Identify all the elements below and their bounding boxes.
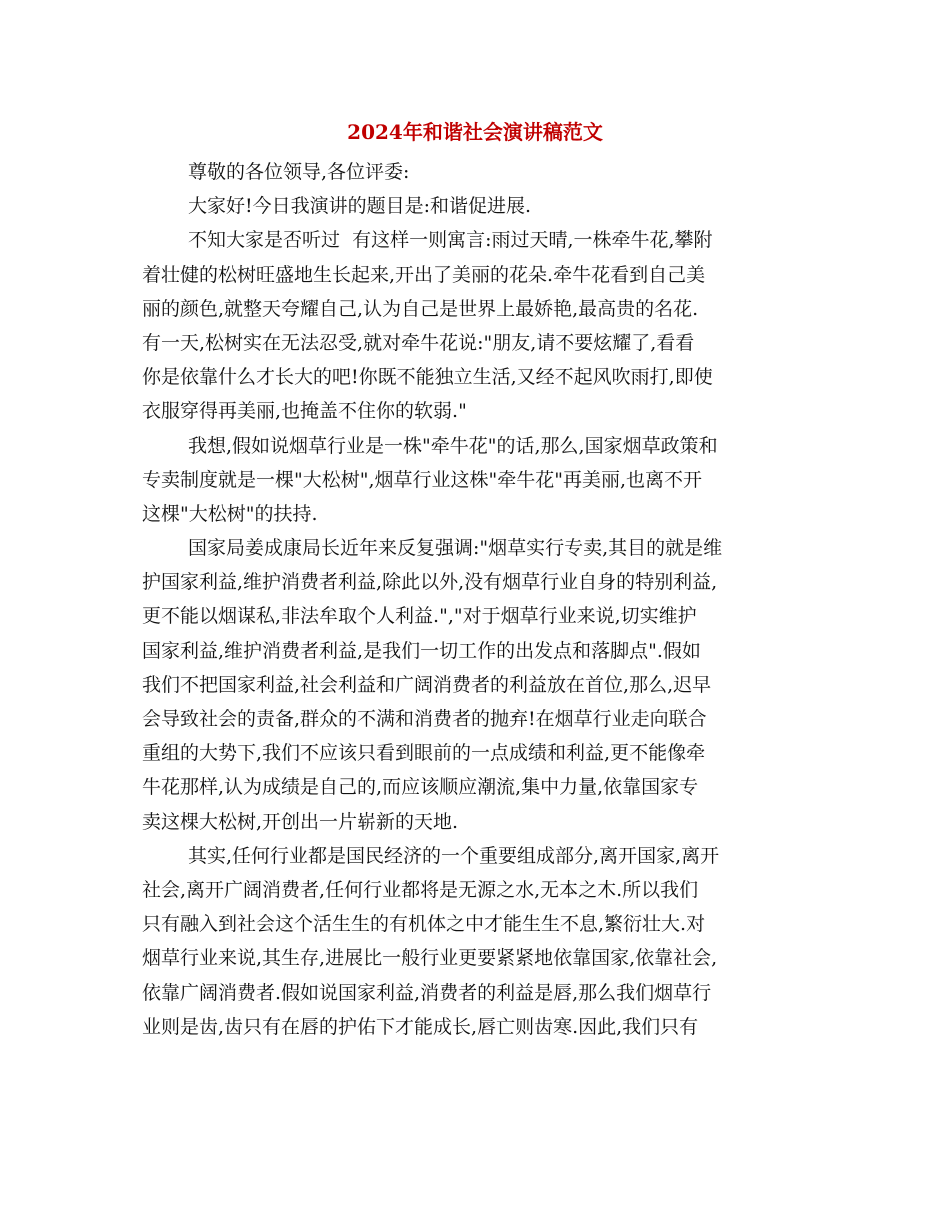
text-line: 业则是齿,齿只有在唇的护佑下才能成长,唇亡则齿寒.因此,我们只有 [142, 1015, 699, 1038]
text-line: 大家好!今日我演讲的题目是:和谐促进展. [188, 195, 532, 218]
text-line: 牛花那样,认为成绩是自己的,而应该顺应潮流,集中力量,依靠国家专 [142, 776, 699, 799]
text-line: 我想,假如说烟草行业是一株"牵牛花"的话,那么,国家烟草政策和 [188, 434, 718, 457]
text-line: 国家局姜成康局长近年来反复强调:"烟草实行专卖,其目的就是维 [188, 537, 723, 560]
text-line: 其实,任何行业都是国民经济的一个重要组成部分,离开国家,离开 [188, 844, 720, 867]
text-line: 尊敬的各位领导,各位评委: [188, 161, 410, 183]
text-line: 会导致社会的责备,群众的不满和消费者的抛弃!在烟草行业走向联合 [142, 708, 707, 730]
text-line: 你是依靠什么才长大的吧!你既不能独立生活,又经不起风吹雨打,即使 [142, 366, 713, 389]
text-line: 丽的颜色,就整天夸耀自己,认为自己是世界上最娇艳,最高贵的名花. [142, 297, 699, 320]
text-line: 着壮健的松树旺盛地生长起来,开出了美丽的花朵.牵牛花看到自己美 [142, 263, 706, 286]
text-line: 只有融入到社会这个活生生的有机体之中才能生生不息,繁衍壮大.对 [142, 913, 706, 936]
text-line: 专卖制度就是一棵"大松树",烟草行业这株"牵牛花"再美丽,也离不开 [142, 468, 703, 491]
document-body [142, 155, 814, 1044]
text-line: 我们不把国家利益,社会利益和广阔消费者的利益放在首位,那么,迟早 [142, 673, 712, 696]
text-line: 有一天,松树实在无法忍受,就对牵牛花说:"朋友,请不要炫耀了,看看 [142, 331, 695, 354]
document-title: 2024年和谐社会演讲稿范文 [347, 120, 603, 144]
text-line: 更不能以烟谋私,非法牟取个人利益.","对于烟草行业来说,切实维护 [142, 605, 697, 628]
text-line: 护国家利益,维护消费者利益,除此以外,没有烟草行业自身的特别利益, [142, 571, 718, 594]
text-line: 卖这棵大松树,开创出一片崭新的天地. [142, 810, 459, 833]
text-line: 重组的大势下,我们不应该只看到眼前的一点成绩和利益,更不能像牵 [142, 742, 706, 765]
text-line: 这棵"大松树"的扶持. [142, 502, 318, 525]
text-line: 烟草行业来说,其生存,进展比一般行业更要紧紧地依靠国家,依靠社会, [142, 947, 718, 970]
text-line: 不知大家是否听过 有这样一则寓言:雨过天晴,一株牵牛花,攀附 [188, 229, 713, 252]
text-line: 衣服穿得再美丽,也掩盖不住你的软弱." [142, 400, 467, 423]
text-line: 社会,离开广阔消费者,任何行业都将是无源之水,无本之木.所以我们 [142, 878, 699, 901]
text-line: 国家利益,维护消费者利益,是我们一切工作的出发点和落脚点".假如 [142, 639, 701, 662]
text-line: 依靠广阔消费者.假如说国家利益,消费者的利益是唇,那么我们烟草行 [142, 981, 712, 1004]
